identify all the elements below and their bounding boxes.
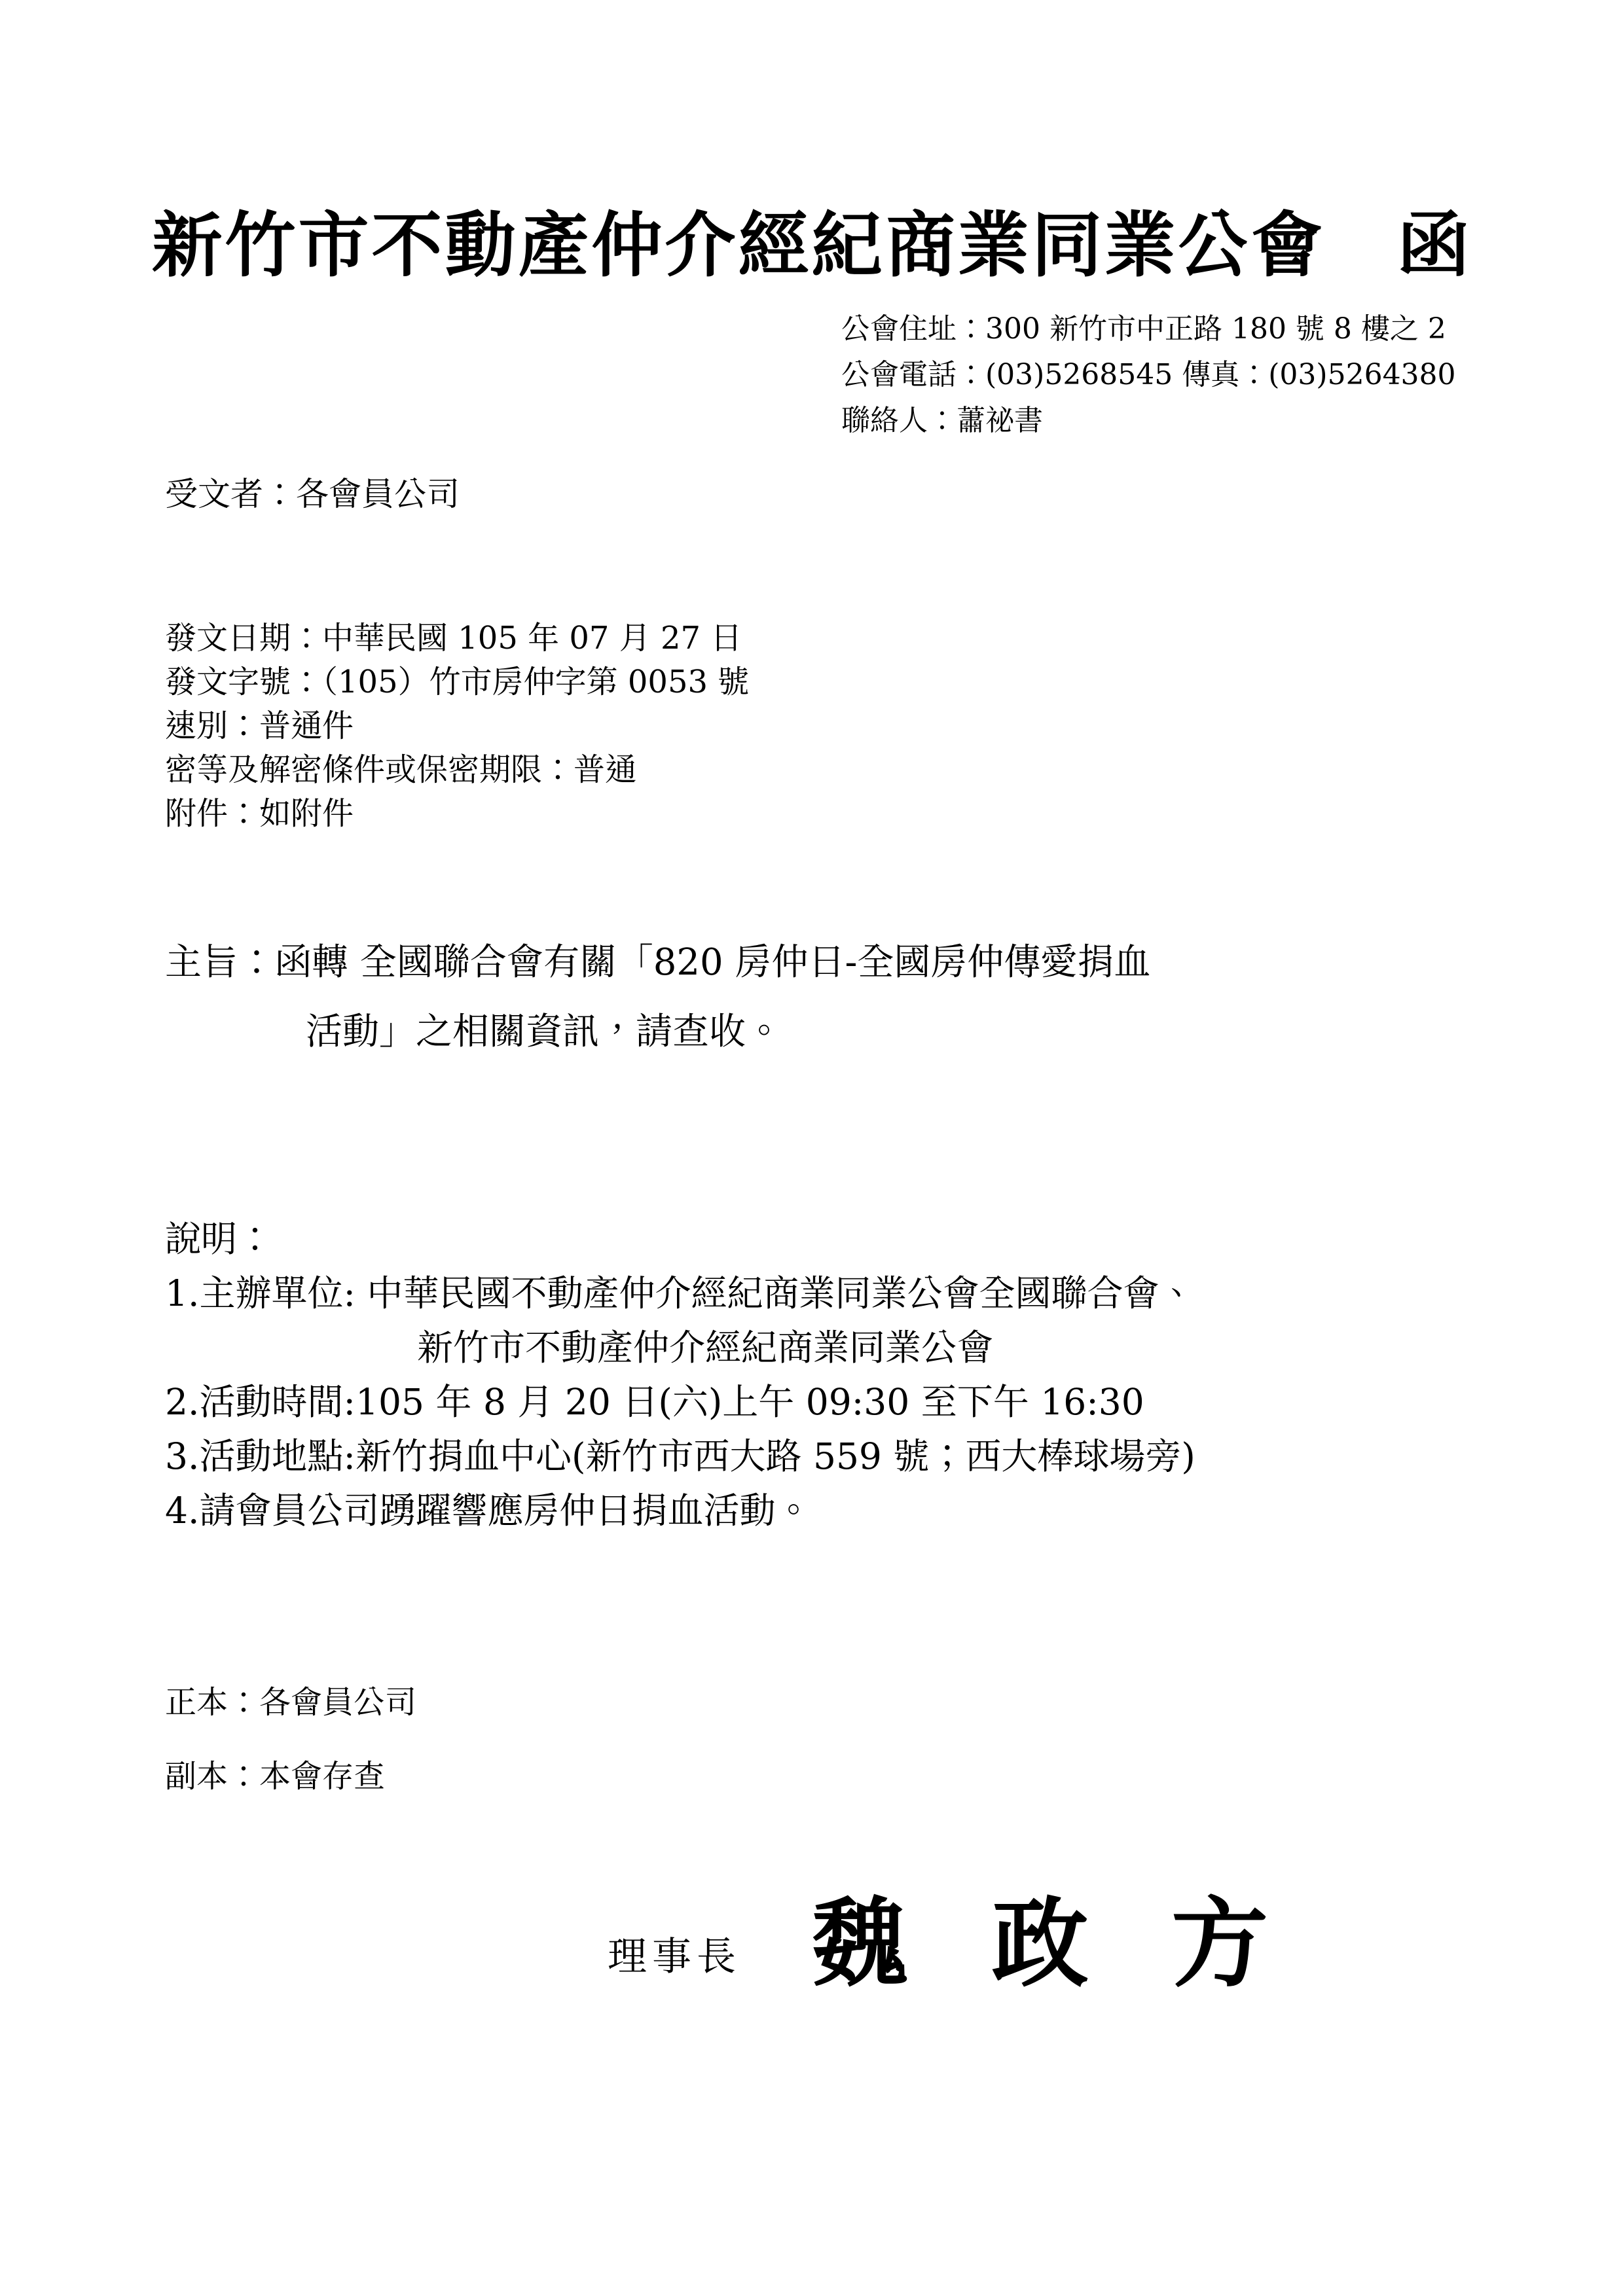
reference-number-line: 發文字號：（105）竹市房仲字第 0053 號 xyxy=(165,664,750,700)
explanation-item-1: 1.主辦單位: 中華民國不動產仲介經紀商業同業公會全國聯合會、 xyxy=(165,1272,1195,1314)
page-title: 新竹市不動產仲介經紀商業同業公會 函 xyxy=(151,204,1472,287)
chairman-signature-name: 魏 政 方 xyxy=(812,1886,1269,2000)
explanation-heading: 說明： xyxy=(165,1218,274,1260)
subject-line-2: 活動」之相關資訊，請查收。 xyxy=(306,1011,782,1053)
recipient-line: 受文者：各會員公司 xyxy=(165,475,460,513)
association-address: 公會住址：300 新竹市中正路 180 號 8 樓之 2 xyxy=(841,312,1446,346)
association-contact-block xyxy=(841,306,1456,444)
explanation-item-2: 2.活動時間:105 年 8 月 20 日(六)上午 09:30 至下午 16:30 xyxy=(165,1381,1144,1423)
chairman-title-label: 理事長 xyxy=(608,1934,741,1980)
explanation-item-1-continued: 新竹市不動產仲介經紀商業同業公會 xyxy=(417,1327,994,1369)
association-phone-fax: 公會電話：(03)5268545 傳真：(03)5264380 xyxy=(841,358,1456,391)
document-meta-block xyxy=(165,617,749,836)
explanation-block xyxy=(165,1212,1195,1538)
attachment-line: 附件：如附件 xyxy=(165,795,354,832)
issue-date-line: 發文日期：中華民國 105 年 07 月 27 日 xyxy=(165,620,742,656)
subject-block xyxy=(165,928,1150,1067)
association-contact-person: 聯絡人：蕭祕書 xyxy=(841,404,1043,437)
priority-line: 速別：普通件 xyxy=(165,708,354,744)
subject-line-1: 主旨：函轉 全國聯合會有關「820 房仲日-全國房仲傳愛捐血 xyxy=(165,941,1151,984)
explanation-item-4: 4.請會員公司踴躍響應房仲日捐血活動。 xyxy=(165,1490,812,1532)
original-copy-line: 正本：各會員公司 xyxy=(165,1684,417,1721)
explanation-item-3: 3.活動地點:新竹捐血中心(新竹市西大路 559 號；西大棒球場旁) xyxy=(165,1435,1195,1477)
security-classification-line: 密等及解密條件或保密期限：普通 xyxy=(165,751,637,788)
duplicate-copy-line: 副本：本會存查 xyxy=(165,1758,386,1795)
